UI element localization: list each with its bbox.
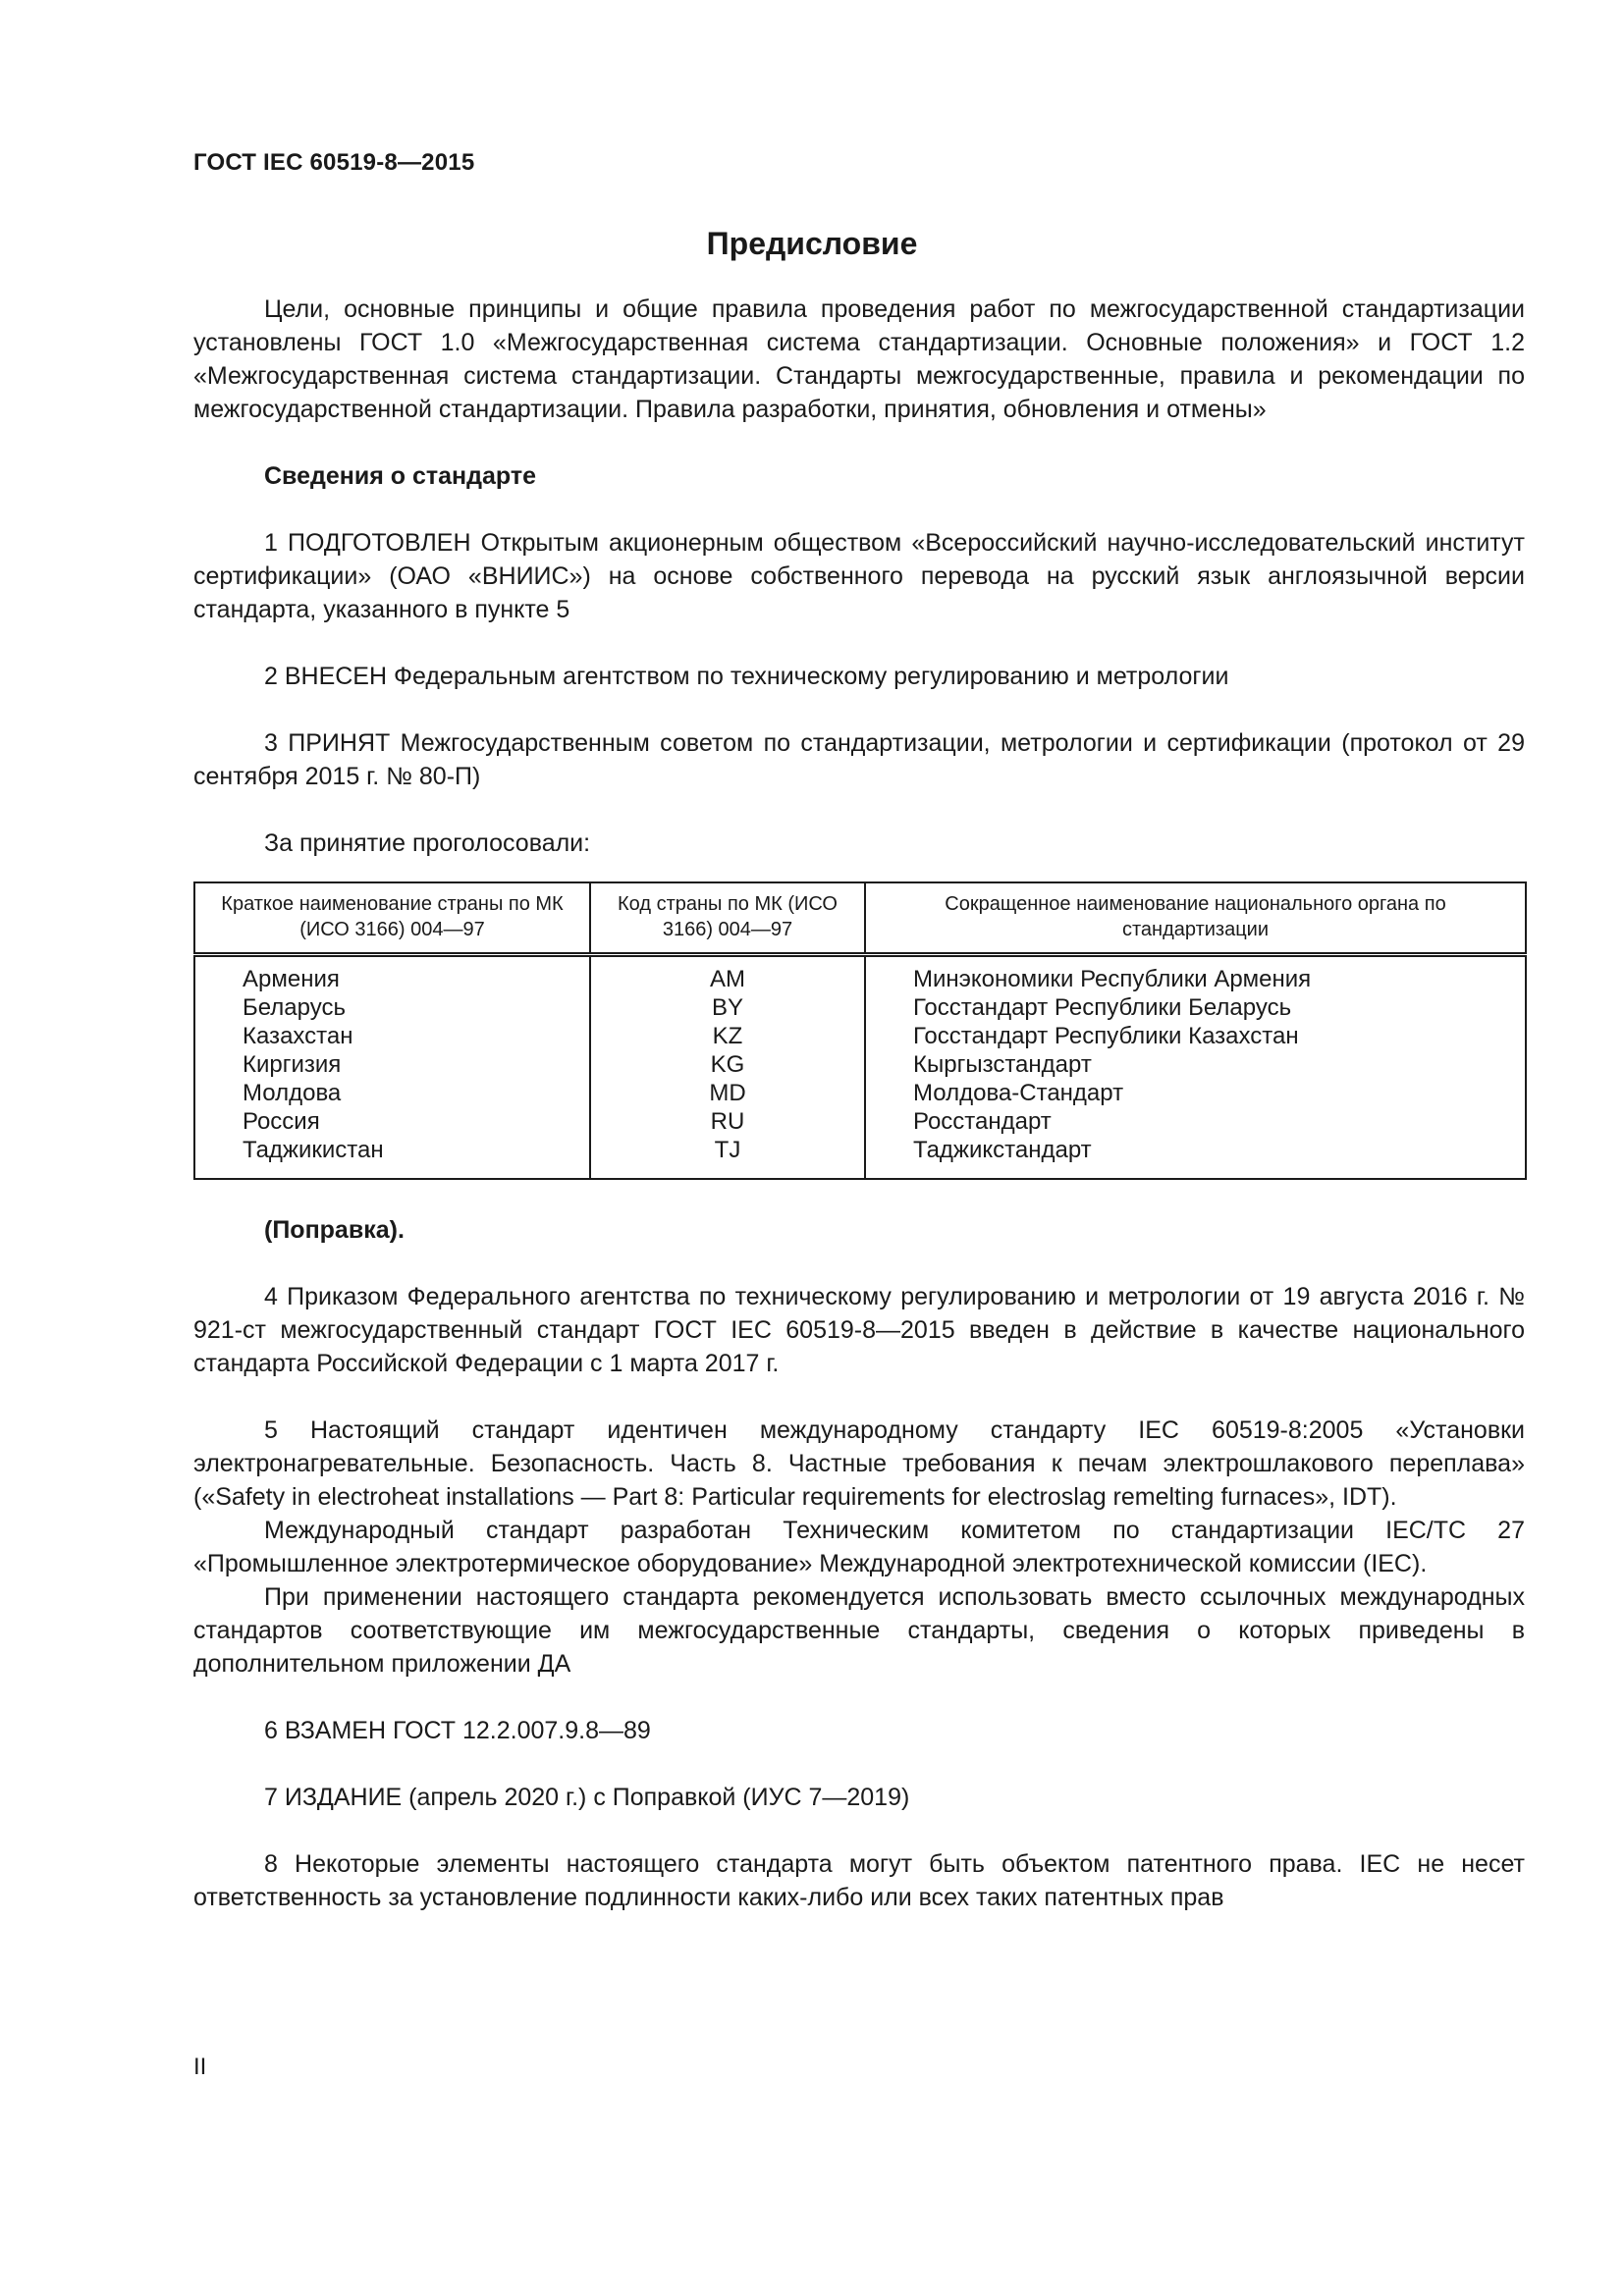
- country-code: MD: [590, 1079, 865, 1107]
- page-number: II: [193, 2054, 207, 2080]
- table-header-row: [194, 882, 1526, 955]
- table-row: [194, 955, 1526, 994]
- country-name: Таджикистан: [194, 1136, 590, 1179]
- country-code: KZ: [590, 1022, 865, 1050]
- item-6-paragraph: 6 ВЗАМЕН ГОСТ 12.2.007.9.8—89: [264, 1717, 651, 1744]
- countries-table: [193, 881, 1527, 1180]
- vote-intro: За принятие проголосовали:: [264, 829, 591, 857]
- column-header-body: Сокращенное наименование национального органа по стандартизации: [865, 882, 1526, 955]
- country-code: KG: [590, 1050, 865, 1079]
- table-row: [194, 1079, 1526, 1107]
- standards-body: Кыргызстандарт: [865, 1050, 1526, 1079]
- country-code: BY: [590, 993, 865, 1022]
- standards-body: Госстандарт Республики Казахстан: [865, 1022, 1526, 1050]
- standards-body: Молдова-Стандарт: [865, 1079, 1526, 1107]
- country-code: AM: [590, 955, 865, 994]
- item-1-paragraph: 1 ПОДГОТОВЛЕН Открытым акционерным обществом «Всероссийский научно-исследовательский институт сертификации» (ОАО «ВНИИС») на основе собственного перевода на русский язык англоязычной версии стандарта, указанного в пункте 5: [193, 529, 1525, 623]
- country-name: Киргизия: [194, 1050, 590, 1079]
- standards-body: Таджикстандарт: [865, 1136, 1526, 1179]
- column-header-code: Код страны по МК (ИСО 3166) 004—97: [590, 882, 865, 955]
- country-name: Армения: [194, 955, 590, 994]
- country-code: RU: [590, 1107, 865, 1136]
- item-5-international-standard: Международный стандарт разработан Техническим комитетом по стандартизации IEC/TC 27 «Промышленное электротермическое оборудование» Международной электротехнической комиссии (IEC).: [193, 1517, 1525, 1577]
- item-3-paragraph: 3 ПРИНЯТ Межгосударственным советом по стандартизации, метрологии и сертификации (протокол от 29 сентября 2015 г. № 80-П): [193, 729, 1525, 790]
- country-name: Россия: [194, 1107, 590, 1136]
- item-5-paragraph: 5 Настоящий стандарт идентичен международному стандарту IEC 60519-8:2005 «Установки электронагревательные. Безопасность. Часть 8. Частные требования к печам электрошлакового переплава» («Safety in electroheat installations — Part 8: Particular requirements for electroslag remelting furnaces», IDT).: [193, 1416, 1525, 1511]
- column-header-country: Краткое наименование страны по МК (ИСО 3166) 004—97: [194, 882, 590, 955]
- amendment-note: (Поправка).: [264, 1216, 405, 1244]
- table-row: [194, 1136, 1526, 1179]
- standards-body: Минэкономики Республики Армения: [865, 955, 1526, 994]
- item-2-paragraph: 2 ВНЕСЕН Федеральным агентством по техническому регулированию и метрологии: [264, 663, 1229, 690]
- document-body: [193, 293, 1525, 1914]
- table-row: [194, 1107, 1526, 1136]
- item-7-paragraph: 7 ИЗДАНИЕ (апрель 2020 г.) с Поправкой (ИУС 7—2019): [264, 1784, 910, 1811]
- page-title: Предисловие: [706, 226, 918, 261]
- table-row: [194, 1050, 1526, 1079]
- table-row: [194, 1022, 1526, 1050]
- standard-info-heading: Сведения о стандарте: [264, 462, 537, 490]
- country-code: TJ: [590, 1136, 865, 1179]
- document-header: ГОСТ IEC 60519-8—2015: [193, 149, 475, 176]
- item-4-paragraph: 4 Приказом Федерального агентства по техническому регулированию и метрологии от 19 августа 2016 г. № 921-ст межгосударственный стандарт ГОСТ IEC 60519-8—2015 введен в действие в качестве национального стандарта Российской Федерации с 1 марта 2017 г.: [193, 1283, 1525, 1377]
- intro-paragraph: Цели, основные принципы и общие правила проведения работ по межгосударственной стандартизации установлены ГОСТ 1.0 «Межгосударственная система стандартизации. Основные положения» и ГОСТ 1.2 «Межгосударственная система стандартизации. Стандарты межгосударственные, правила и рекомендации по межгосударственной стандартизации. Правила разработки, принятия, обновления и отмены»: [193, 295, 1525, 423]
- item-5-application-note: При применении настоящего стандарта рекомендуется использовать вместо ссылочных международных стандартов соответствующие им межгосударственные стандарты, сведения о которых приведены в дополнительном приложении ДА: [193, 1583, 1525, 1678]
- standards-body: Госстандарт Республики Беларусь: [865, 993, 1526, 1022]
- table-row: [194, 993, 1526, 1022]
- country-name: Молдова: [194, 1079, 590, 1107]
- country-name: Беларусь: [194, 993, 590, 1022]
- item-8-paragraph: 8 Некоторые элементы настоящего стандарта могут быть объектом патентного права. IEC не несет ответственность за установление подлинности каких-либо или всех таких патентных прав: [193, 1850, 1525, 1911]
- country-name: Казахстан: [194, 1022, 590, 1050]
- standards-body: Росстандарт: [865, 1107, 1526, 1136]
